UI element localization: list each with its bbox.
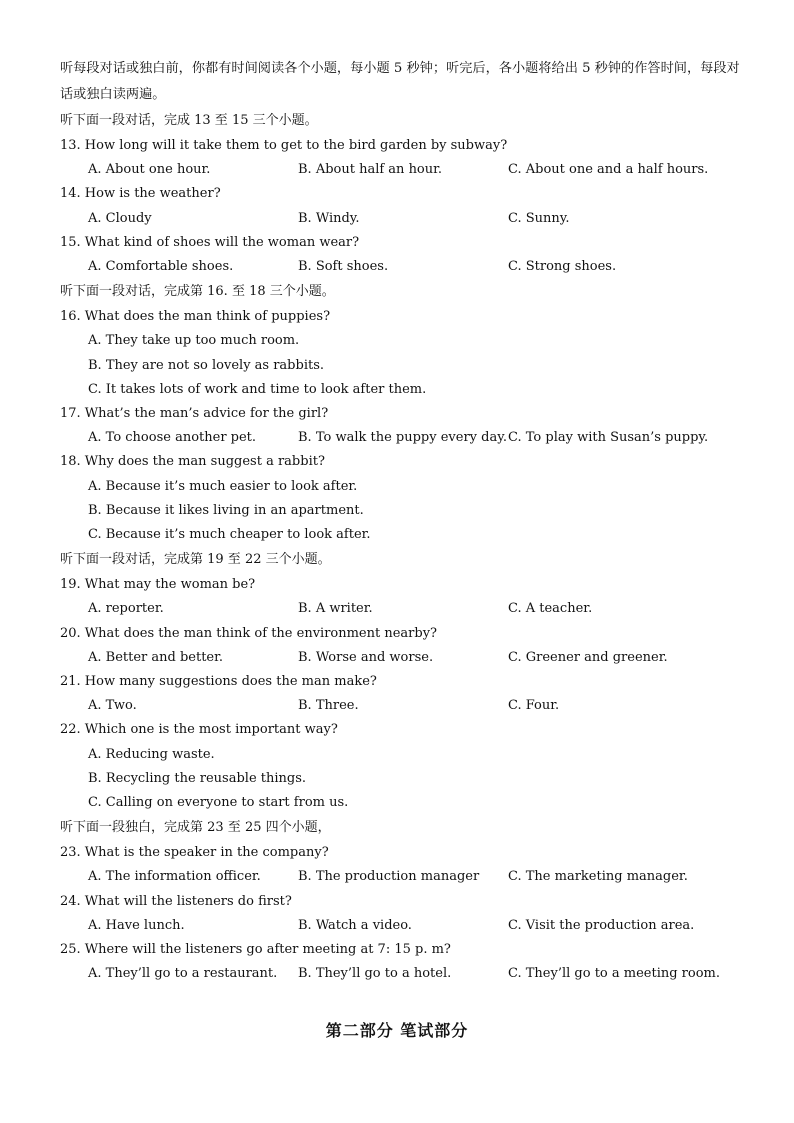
option-a: A. They take up too much room. bbox=[88, 333, 300, 349]
option-a: A. Cloudy bbox=[88, 210, 152, 226]
question-text: 24. What will the listeners do first? bbox=[60, 893, 292, 909]
option-b: B. About half an hour. bbox=[298, 162, 443, 178]
option-b: B. Three. bbox=[298, 698, 359, 714]
option-a: A. Better and better. bbox=[88, 649, 224, 665]
instructions: 听每段对话或独白前，你都有时间阅读各个小题，每小题 5 秒钟；听完后，各小题将给出 5 秒钟的作答时间，每段对话或独白读两遍。 bbox=[60, 61, 740, 102]
options-row bbox=[60, 865, 750, 889]
question-text: 19. What may the woman be? bbox=[60, 577, 256, 593]
options-row bbox=[60, 914, 750, 938]
question-text: 13. How long will it take them to get to the bird garden by subway? bbox=[60, 138, 508, 153]
option-b: B. A writer. bbox=[298, 601, 373, 617]
part-title: 第二部分 笔试部分 bbox=[325, 1021, 469, 1040]
question-text: 25. Where will the listeners go after meeting at 7: 15 p. m? bbox=[60, 942, 451, 958]
options-row bbox=[60, 158, 750, 182]
option-b: B. Because it likes living in an apartment. bbox=[88, 502, 364, 518]
question-text: 14. How is the weather? bbox=[60, 186, 221, 202]
option-c: C. A teacher. bbox=[508, 601, 593, 617]
options-row bbox=[60, 694, 750, 718]
option-c: C. Four. bbox=[508, 698, 560, 714]
question-text: 20. What does the man think of the environment nearby? bbox=[60, 625, 438, 641]
question-text: 23. What is the speaker in the company? bbox=[60, 845, 329, 861]
options-row bbox=[60, 426, 750, 450]
section-heading: 听下面一段对话，完成第 16. 至 18 三个小题。 bbox=[60, 284, 335, 300]
options-row bbox=[60, 255, 750, 279]
option-a: A. About one hour. bbox=[88, 162, 211, 178]
option-b: B. Worse and worse. bbox=[298, 649, 434, 665]
option-b: B. Soft shoes. bbox=[298, 259, 389, 275]
options-row bbox=[60, 646, 750, 670]
option-b: B. Windy. bbox=[298, 210, 360, 226]
option-a: A. Reducing waste. bbox=[88, 746, 215, 762]
option-c: C. Sunny. bbox=[508, 210, 570, 226]
option-c: C. Visit the production area. bbox=[508, 917, 695, 933]
option-b: B. They’ll go to a hotel. bbox=[298, 966, 452, 982]
option-a: A. Because it’s much easier to look after. bbox=[88, 478, 358, 494]
option-b: B. They are not so lovely as rabbits. bbox=[88, 357, 325, 373]
options-row bbox=[60, 207, 750, 231]
option-b: B. The production manager bbox=[298, 869, 480, 885]
option-c: C. The marketing manager. bbox=[508, 869, 688, 885]
question-text: 15. What kind of shoes will the woman wear? bbox=[60, 234, 360, 250]
question-text: 22. Which one is the most important way? bbox=[60, 722, 338, 738]
option-c: C. Greener and greener. bbox=[508, 649, 668, 665]
option-c: C. Because it’s much cheaper to look after. bbox=[88, 527, 371, 543]
option-c: C. It takes lots of work and time to look after them. bbox=[88, 381, 427, 397]
option-b: B. Watch a video. bbox=[298, 917, 412, 933]
question-blocks bbox=[60, 108, 750, 987]
option-a: A. They’ll go to a restaurant. bbox=[88, 966, 278, 982]
option-a: A. reporter. bbox=[88, 601, 164, 617]
option-c: C. To play with Susan’s puppy. bbox=[508, 430, 709, 446]
exam-page bbox=[60, 56, 750, 987]
option-a: A. Comfortable shoes. bbox=[88, 259, 234, 275]
option-a: A. The information officer. bbox=[88, 869, 261, 885]
option-a: A. To choose another pet. bbox=[88, 430, 257, 446]
options-row bbox=[60, 962, 750, 986]
question-text: 16. What does the man think of puppies? bbox=[60, 309, 331, 325]
section-heading: 听下面一段独白，完成第 23 至 25 四个小题， bbox=[60, 820, 331, 836]
option-b: B. To walk the puppy every day. bbox=[298, 430, 507, 446]
option-c: C. They’ll go to a meeting room. bbox=[508, 966, 721, 982]
option-a: A. Have lunch. bbox=[88, 917, 185, 933]
options-row bbox=[60, 597, 750, 621]
question-text: 21. How many suggestions does the man make? bbox=[60, 674, 377, 690]
question-text: 18. Why does the man suggest a rabbit? bbox=[60, 454, 325, 470]
option-c: C. About one and a half hours. bbox=[508, 162, 709, 178]
question-text: 17. What’s the man’s advice for the girl? bbox=[60, 406, 329, 422]
section-heading: 听下面一段对话，完成 13 至 15 三个小题。 bbox=[60, 113, 318, 128]
option-c: C. Calling on everyone to start from us. bbox=[88, 795, 349, 811]
option-a: A. Two. bbox=[88, 698, 137, 714]
section-heading: 听下面一段对话，完成第 19 至 22 三个小题。 bbox=[60, 552, 331, 568]
option-b: B. Recycling the reusable things. bbox=[88, 770, 307, 786]
option-c: C. Strong shoes. bbox=[508, 259, 617, 275]
